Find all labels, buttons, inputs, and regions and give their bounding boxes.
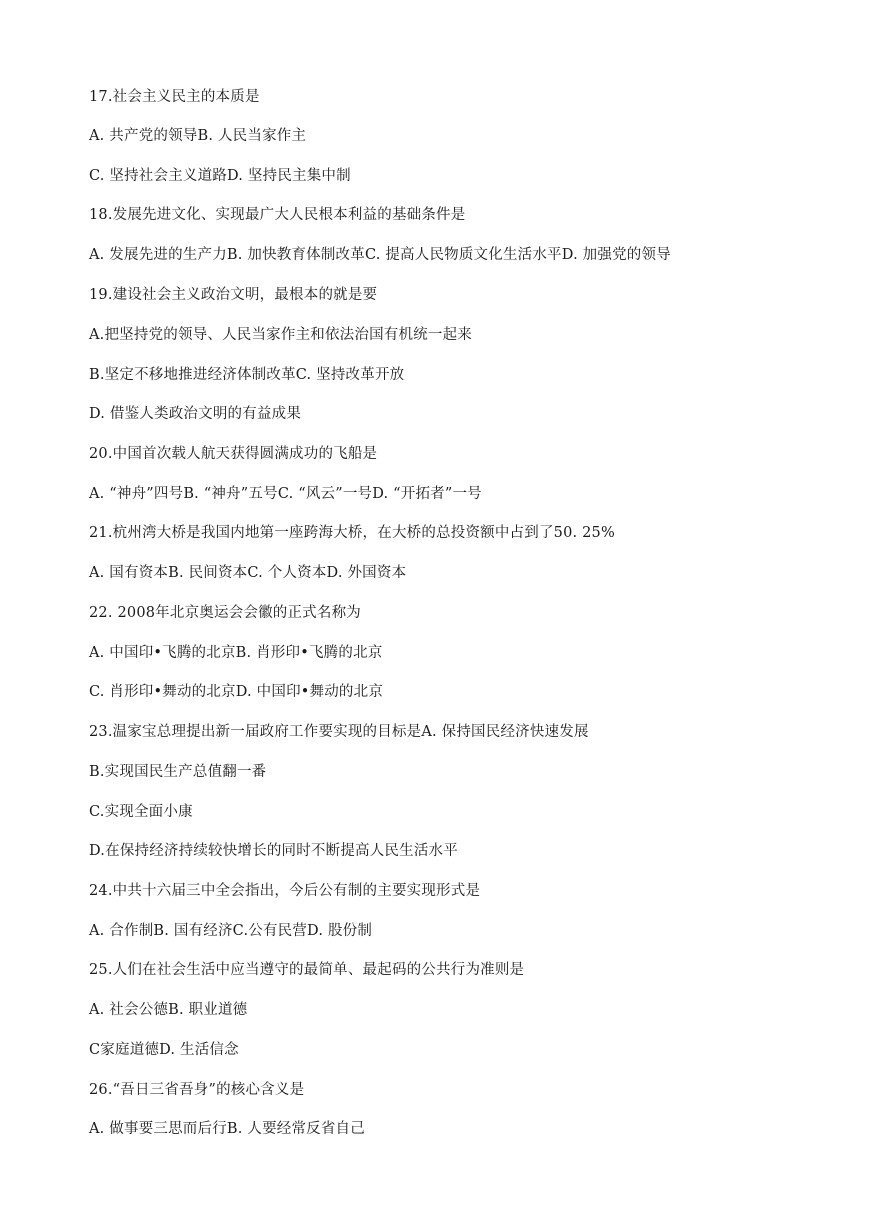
question-23-option-d: D.在保持经济持续较快增长的同时不断提高人民生活水平 <box>89 843 458 859</box>
question-25-options-cd: C家庭道德D. 生活信念 <box>89 1042 239 1058</box>
question-17: 17.社会主义民主的本质是 <box>89 89 260 105</box>
question-25-options-ab: A. 社会公德B. 职业道德 <box>89 1002 248 1018</box>
question-19: 19.建设社会主义政治文明，最根本的就是要 <box>89 287 378 303</box>
question-18: 18.发展先进文化、实现最广大人民根本利益的基础条件是 <box>89 207 466 223</box>
question-24-options: A. 合作制B. 国有经济C.公有民营D. 股份制 <box>89 923 373 939</box>
question-19-options-bc: B.坚定不移地推进经济体制改革C. 坚持改革开放 <box>89 367 405 383</box>
question-23: 23.温家宝总理提出新一届政府工作要实现的目标是A. 保持国民经济快速发展 <box>89 724 589 740</box>
question-22-options-ab: A. 中国印•飞腾的北京B. 肖形印•飞腾的北京 <box>89 645 383 661</box>
question-26-options-ab: A. 做事要三思而后行B. 人要经常反省自己 <box>89 1121 365 1137</box>
question-22: 22. 2008年北京奥运会会徽的正式名称为 <box>89 605 361 621</box>
question-21: 21.杭州湾大桥是我国内地第一座跨海大桥，在大桥的总投资额中占到了50. 25% <box>89 525 615 541</box>
question-17-options-cd: C. 坚持社会主义道路D. 坚持民主集中制 <box>89 168 351 184</box>
question-20: 20.中国首次载人航天获得圆满成功的飞船是 <box>89 446 378 462</box>
question-19-option-a: A.把坚持党的领导、人民当家作主和依法治国有机统一起来 <box>89 327 472 343</box>
question-21-options: A. 国有资本B. 民间资本C. 个人资本D. 外国资本 <box>89 565 407 581</box>
question-23-option-b: B.实现国民生产总值翻一番 <box>89 764 267 780</box>
question-25: 25.人们在社会生活中应当遵守的最简单、最起码的公共行为准则是 <box>89 962 525 978</box>
question-18-options: A. 发展先进的生产力B. 加快教育体制改革C. 提高人民物质文化生活水平D. 加强党的领导 <box>89 247 671 263</box>
question-24: 24.中共十六届三中全会指出，今后公有制的主要实现形式是 <box>89 883 481 899</box>
question-26: 26.“吾日三省吾身”的核心含义是 <box>89 1082 305 1098</box>
question-22-options-cd: C. 肖形印•舞动的北京D. 中国印•舞动的北京 <box>89 684 384 700</box>
question-17-options-ab: A. 共产党的领导B. 人民当家作主 <box>89 128 307 144</box>
question-20-options: A. “神舟”四号B. “神舟”五号C. “风云”一号D. “开拓者”一号 <box>89 486 482 502</box>
question-23-option-c: C.实现全面小康 <box>89 804 193 820</box>
question-19-option-d: D. 借鉴人类政治文明的有益成果 <box>89 406 302 422</box>
